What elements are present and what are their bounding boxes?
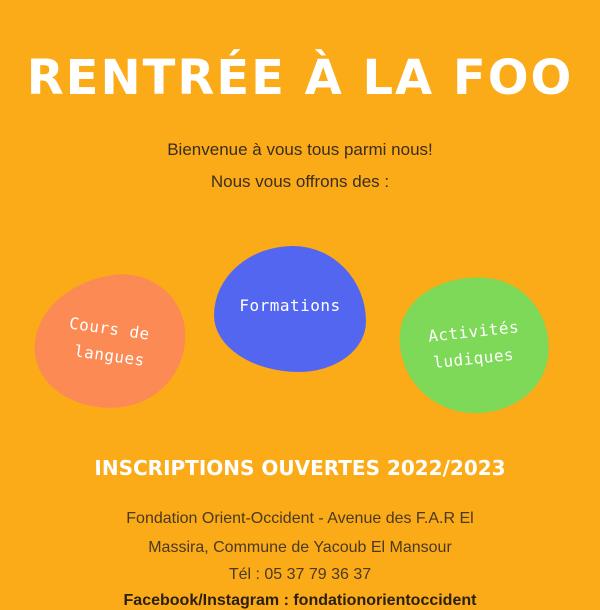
fun-activities-label-line2: ludiques bbox=[432, 344, 516, 373]
language-courses-label-line2: langues bbox=[73, 341, 147, 370]
trainings-blob bbox=[214, 246, 366, 372]
offer-intro-text: Nous vous offrons des : bbox=[210, 172, 390, 191]
fun-activities-blob bbox=[392, 270, 555, 421]
trainings-label: Formations bbox=[239, 295, 341, 315]
registrations-open-heading: INSCRIPTIONS OUVERTES 2022/2023 bbox=[94, 456, 506, 480]
language-courses-blob bbox=[26, 266, 195, 418]
language-courses-label-line1: Cours de bbox=[68, 313, 152, 344]
poster-title: RENTRÉE À LA FOO bbox=[26, 50, 574, 106]
welcome-text: Bienvenue à vous tous parmi nous! bbox=[167, 140, 433, 159]
address-line-1: Fondation Orient-Occident - Avenue des F.A.R El bbox=[126, 510, 474, 527]
phone-number: Tél : 05 37 79 36 37 bbox=[228, 566, 372, 583]
address-line-2: Massira, Commune de Yacoub El Mansour bbox=[148, 539, 452, 556]
fun-activities-label-line1: Activités bbox=[427, 317, 521, 346]
social-media-handle: Facebook/Instagram : fondationorientoccident bbox=[123, 592, 477, 609]
